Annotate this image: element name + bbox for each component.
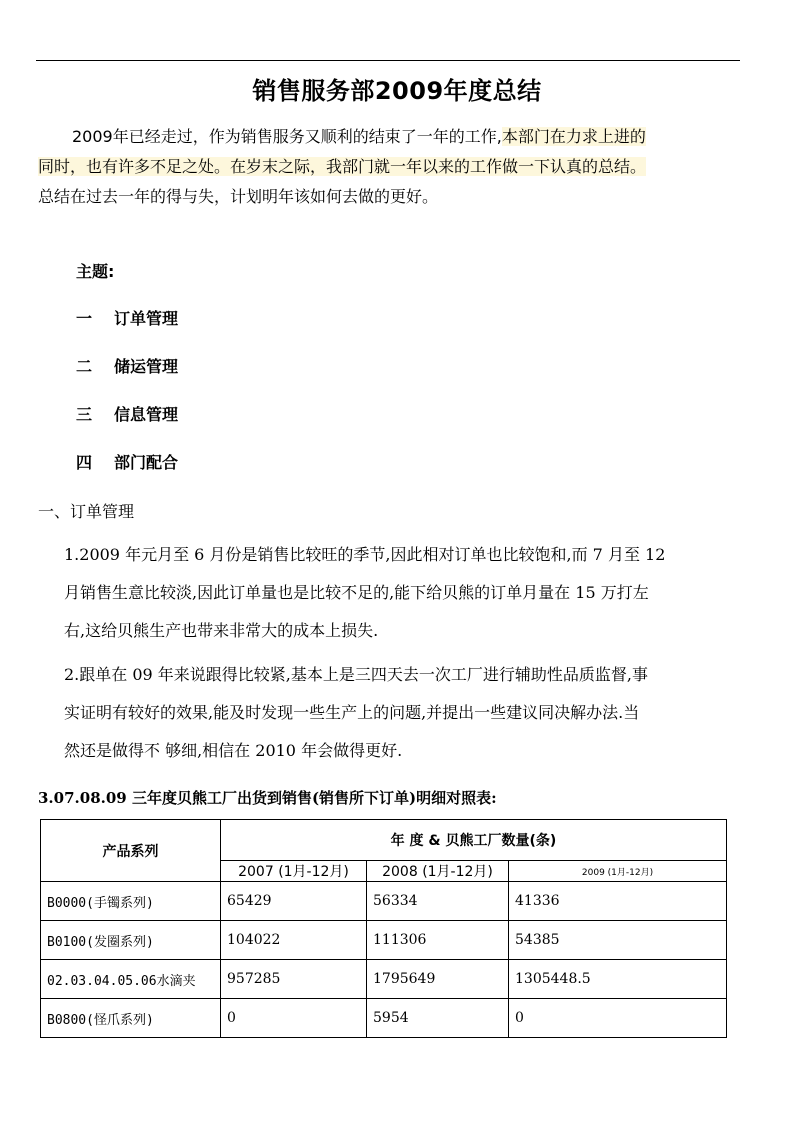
header-year-2008: 2008 (1月-12月) bbox=[367, 861, 509, 882]
cell-2009: 41336 bbox=[509, 882, 727, 921]
theme-item-number: 一 bbox=[76, 309, 93, 328]
table-row bbox=[41, 921, 727, 960]
shipment-comparison-table bbox=[40, 819, 727, 1038]
cell-2008: 56334 bbox=[367, 882, 509, 921]
cell-2008: 5954 bbox=[367, 999, 509, 1038]
cell-2007: 65429 bbox=[221, 882, 367, 921]
table-row bbox=[41, 999, 727, 1038]
intro-line2-highlight: 同时，也有许多不足之处。 bbox=[38, 157, 231, 176]
theme-item-label: 部门配合 bbox=[114, 453, 179, 472]
intro-line1-highlight: 本部门在力求上进的 bbox=[501, 127, 646, 146]
table-row bbox=[41, 960, 727, 999]
theme-item-label: 信息管理 bbox=[114, 405, 179, 424]
cell-2007: 104022 bbox=[221, 921, 367, 960]
table-caption: 3.07.08.09 三年度贝熊工厂出货到销售(销售所下订单)明细对照表: bbox=[38, 789, 497, 807]
header-year-quantity: 年 度 & 贝熊工厂数量(条) bbox=[221, 820, 727, 861]
theme-item-label: 储运管理 bbox=[114, 357, 179, 376]
intro-line2-b: 在岁末之际，我部门就一年以来的工作做一下认真的总结。 bbox=[230, 157, 647, 176]
intro-line1-a: 2009年已经走过，作为销售服务又顺利的结束了一年的工作, bbox=[72, 127, 502, 146]
paragraph-line: 2.跟单在 09 年来说跟得比较紧,基本上是三四天去一次工厂进行辅助性品质监督,事 bbox=[64, 665, 648, 684]
intro-line3: 总结在过去一年的得与失，计划明年该如何去做的更好。 bbox=[38, 187, 439, 206]
header-year-2007: 2007 (1月-12月) bbox=[221, 861, 367, 882]
theme-item-label: 订单管理 bbox=[114, 309, 179, 328]
theme-item bbox=[76, 451, 178, 475]
paragraph-line: 月销售生意比较淡,因此订单量也是比较不足的,能下给贝熊的订单月量在 15 万打左 bbox=[64, 583, 649, 602]
theme-item bbox=[76, 307, 178, 331]
table-row bbox=[41, 882, 727, 921]
order-paragraph-2 bbox=[64, 656, 744, 770]
cell-series: 02.03.04.05.06水滴夹 bbox=[41, 960, 221, 999]
themes-heading: 主题: bbox=[76, 262, 115, 281]
cell-2009: 0 bbox=[509, 999, 727, 1038]
paragraph-line: 然还是做得不 够细,相信在 2010 年会做得更好. bbox=[64, 741, 403, 760]
paragraph-line: 右,这给贝熊生产也带来非常大的成本上损失. bbox=[64, 621, 379, 640]
paragraph-line: 实证明有较好的效果,能及时发现一些生产上的问题,并提出一些建议同决解办法.当 bbox=[64, 703, 640, 722]
cell-2009: 54385 bbox=[509, 921, 727, 960]
table-header-row bbox=[41, 820, 727, 861]
cell-series: B0800(怪爪系列) bbox=[41, 999, 221, 1038]
header-rule bbox=[36, 60, 740, 61]
cell-2009: 1305448.5 bbox=[509, 960, 727, 999]
theme-item bbox=[76, 355, 178, 379]
order-paragraph-1 bbox=[64, 536, 744, 650]
cell-series: B0000(手镯系列) bbox=[41, 882, 221, 921]
cell-2008: 1795649 bbox=[367, 960, 509, 999]
theme-item-number: 二 bbox=[76, 357, 93, 376]
page-title: 销售服务部2009年度总结 bbox=[252, 77, 542, 105]
section-heading-order-management: 一、订单管理 bbox=[38, 502, 135, 521]
cell-2007: 957285 bbox=[221, 960, 367, 999]
cell-2008: 111306 bbox=[367, 921, 509, 960]
intro-paragraph bbox=[38, 122, 748, 212]
theme-item-number: 三 bbox=[76, 405, 93, 424]
paragraph-line: 1.2009 年元月至 6 月份是销售比较旺的季节,因此相对订单也比较饱和,而 7 月至 12 bbox=[64, 545, 666, 564]
header-product-series: 产品系列 bbox=[41, 820, 221, 882]
cell-series: B0100(发圈系列) bbox=[41, 921, 221, 960]
header-year-2009: 2009 (1月-12月) bbox=[509, 861, 727, 882]
theme-item bbox=[76, 403, 178, 427]
theme-item-number: 四 bbox=[76, 453, 93, 472]
cell-2007: 0 bbox=[221, 999, 367, 1038]
